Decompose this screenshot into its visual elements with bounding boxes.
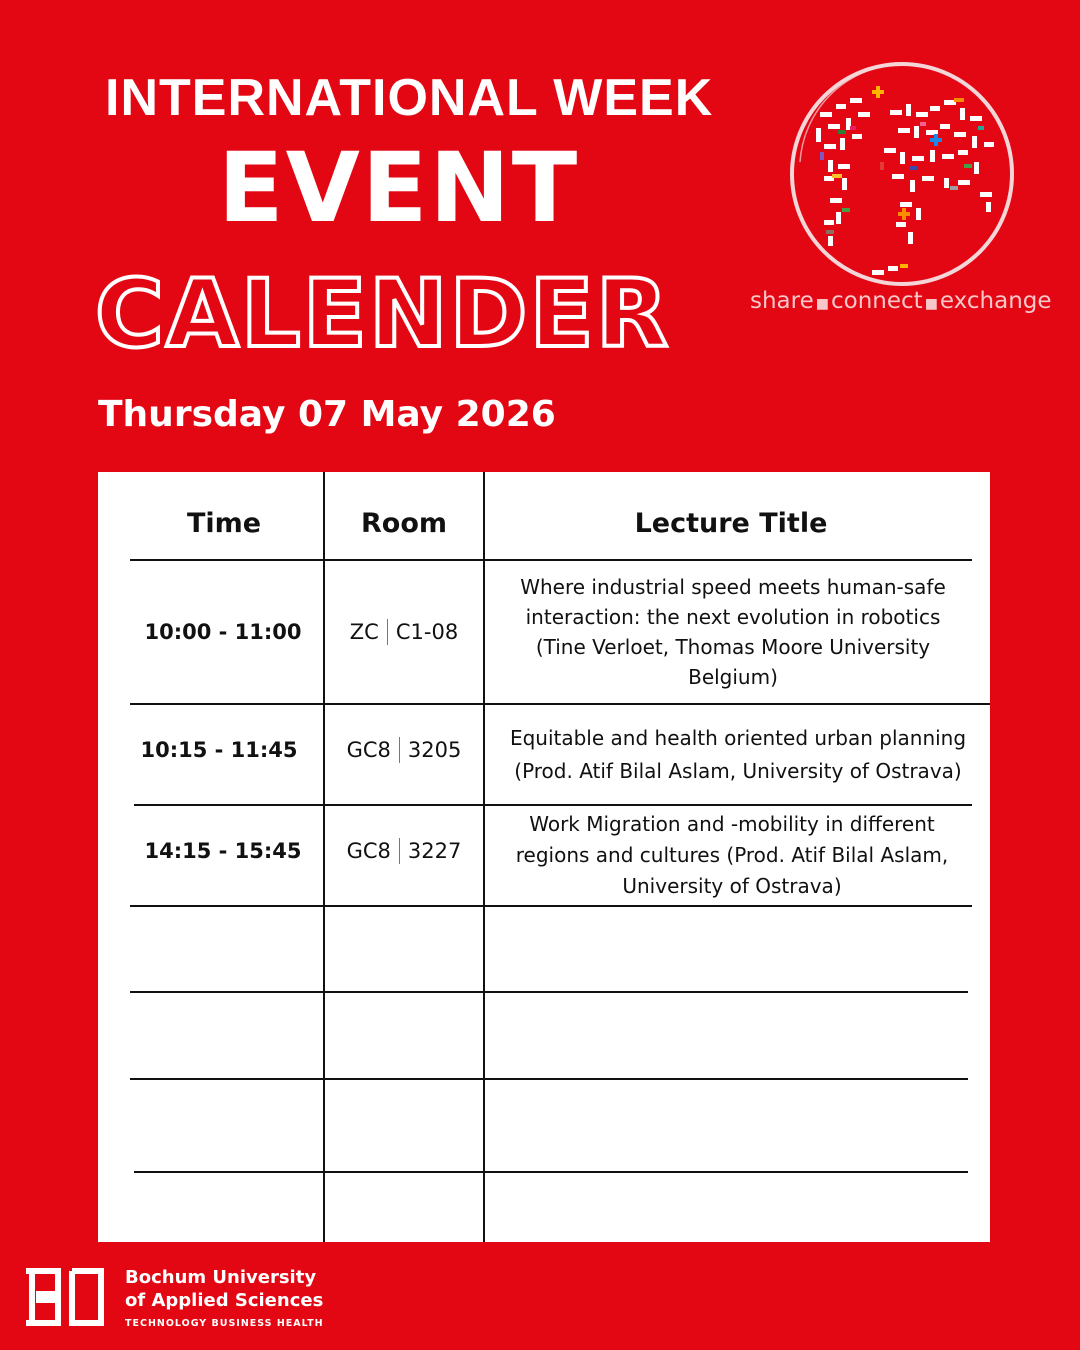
globe-logo [780,52,1024,296]
university-tagline: TECHNOLOGY BUSINESS HEALTH [125,1318,324,1329]
row-2-title [490,705,986,805]
row-divider [130,905,972,907]
row-1-title-line: Belgium) [688,665,778,689]
row-1-title-line: Where industrial speed meets human-safe [520,575,946,599]
row-1-title-line: interaction: the next evolution in robotics [525,605,941,629]
tagline-exchange: exchange [939,288,1052,314]
room-separator [387,619,388,645]
row-1-title-line: (Tine Verloet, Thomas Moore University [535,635,931,659]
row-divider [130,991,968,993]
globe-icon [780,52,1024,296]
row-2-building: GC8 [346,738,391,762]
header-time: Time [186,507,262,539]
header-lecture-title: Lecture Title [634,507,828,539]
university-name-line2: of Applied Sciences [125,1290,324,1311]
row-3-title [486,806,978,904]
schedule-table [98,472,990,1242]
row-1-room [325,561,483,703]
row-2-room [325,705,483,795]
row-1-time: 10:00 - 11:00 [144,620,302,644]
tagline-dot-icon: ■ [815,296,829,312]
bo-logo [22,1268,104,1330]
tagline-connect: connect [831,288,923,314]
tagline-dot-icon: ■ [924,296,938,312]
row-3-room [325,806,483,896]
row-2-title-line: Equitable and health oriented urban planning [509,726,967,750]
room-separator [399,737,400,763]
heading-international-week: INTERNATIONAL WEEK [105,69,714,127]
room-separator [399,838,400,864]
row-1-room-number: C1-08 [395,620,459,644]
tagline-share: share [750,288,814,314]
row-2-title-line: (Prod. Atif Bilal Aslam, University of Ostrava) [514,759,962,783]
row-1-building: ZC [349,620,379,644]
row-3-title-line: University of Ostrava) [622,873,842,898]
row-2-room-number: 3205 [407,738,462,762]
university-name-line1: Bochum University [125,1267,317,1288]
header-room: Room [360,507,448,539]
row-3-title-line: regions and cultures (Prod. Atif Bilal Aslam, [515,842,949,867]
bo-logo-icon [22,1268,104,1326]
row-3-title-line: Work Migration and -mobility in different [529,811,935,836]
row-divider [134,1171,968,1173]
row-1-title [488,561,978,703]
university-name [125,1266,324,1329]
row-3-time: 14:15 - 15:45 [144,839,302,863]
globe-tagline [750,288,1052,314]
heading-event: EVENT [218,132,580,244]
column-divider [483,472,485,1242]
row-3-building: GC8 [346,839,391,863]
row-divider [130,1078,968,1080]
row-2-time: 10:15 - 11:45 [140,738,298,762]
row-3-room-number: 3227 [407,839,462,863]
event-date: Thursday 07 May 2026 [98,394,556,435]
heading-calender: CALENDER [95,260,671,369]
